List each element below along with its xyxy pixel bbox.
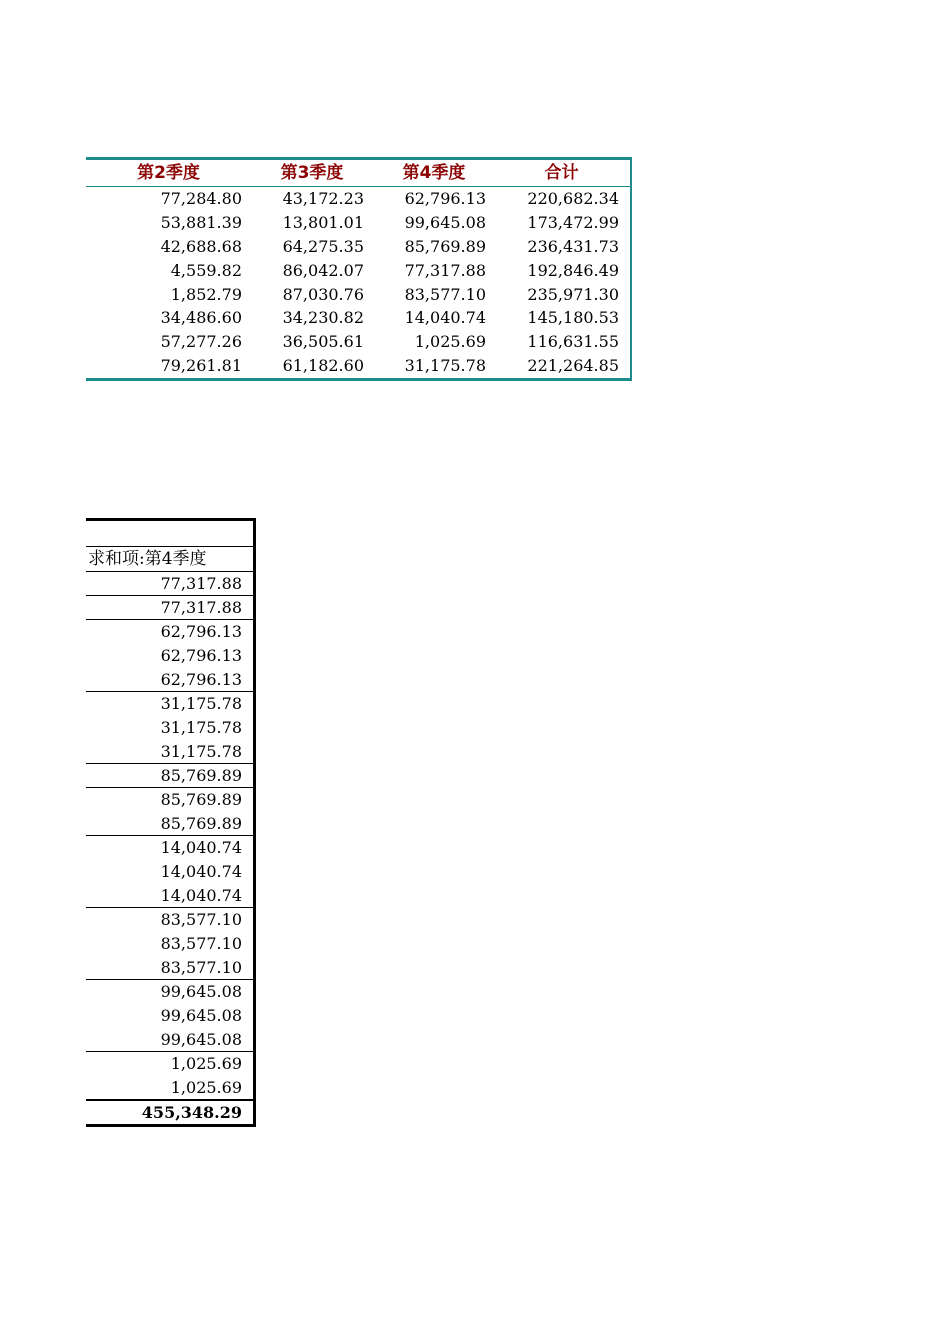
pivot-row: 31,175.78 — [160, 718, 242, 737]
table-row — [86, 259, 630, 283]
pivot-row: 77,317.88 — [86, 571, 253, 595]
pivot-row: 99,645.08 — [86, 979, 253, 1003]
table-cell: 83,577.10 — [404, 284, 486, 304]
pivot-blank-header — [86, 521, 253, 546]
pivot-row: 1,025.69 — [86, 1051, 253, 1075]
quarter-table-body — [86, 187, 630, 378]
header-q2: 第2季度 — [137, 163, 200, 183]
table-cell: 62,796.13 — [404, 189, 486, 208]
pivot-table — [86, 518, 256, 1127]
table-cell: 42,688.68 — [160, 236, 242, 256]
table-cell: 4,559.82 — [170, 260, 242, 280]
table-cell: 221,264.85 — [527, 356, 619, 376]
header-q3: 第3季度 — [280, 163, 344, 183]
pivot-table-body — [86, 571, 253, 1099]
table-cell: 61,182.60 — [282, 356, 364, 376]
table-row — [86, 354, 630, 378]
table-cell: 116,631.55 — [527, 332, 619, 352]
table-cell: 235,971.30 — [527, 284, 619, 304]
table-cell: 99,645.08 — [404, 212, 486, 232]
table-cell: 77,317.88 — [404, 260, 486, 280]
pivot-row: 83,577.10 — [160, 934, 242, 953]
table-cell: 13,801.01 — [282, 212, 364, 232]
table-cell: 86,042.07 — [282, 260, 364, 280]
table-cell: 57,277.26 — [160, 332, 242, 352]
pivot-row: 62,796.13 — [86, 619, 253, 643]
table-row — [86, 235, 630, 259]
pivot-row: 62,796.13 — [160, 646, 242, 665]
quarter-table — [86, 157, 632, 381]
table-row — [86, 306, 630, 330]
pivot-row: 62,796.13 — [160, 670, 242, 689]
pivot-row: 31,175.78 — [86, 691, 253, 715]
pivot-row: 14,040.74 — [86, 835, 253, 859]
pivot-row: 1,025.69 — [170, 1078, 242, 1097]
table-cell: 79,261.81 — [160, 356, 242, 376]
pivot-row: 31,175.78 — [160, 742, 242, 761]
table-cell: 64,275.35 — [282, 236, 364, 256]
table-cell: 145,180.53 — [527, 308, 619, 328]
pivot-row: 14,040.74 — [160, 862, 242, 881]
table-cell: 173,472.99 — [527, 212, 619, 232]
table-cell: 53,881.39 — [160, 212, 242, 232]
pivot-grand-total: 455,348.29 — [86, 1099, 253, 1124]
pivot-row: 99,645.08 — [160, 1006, 242, 1025]
pivot-row: 77,317.88 — [86, 595, 253, 619]
table-cell: 34,486.60 — [160, 308, 242, 328]
pivot-row: 83,577.10 — [160, 958, 242, 977]
pivot-sum-header: 求和项:第4季度 — [86, 546, 253, 571]
pivot-row: 85,769.89 — [86, 763, 253, 787]
table-cell: 220,682.34 — [527, 189, 619, 208]
quarter-table-header — [86, 160, 630, 187]
table-row — [86, 211, 630, 235]
table-cell: 1,852.79 — [170, 284, 242, 304]
table-cell: 236,431.73 — [527, 236, 619, 256]
header-q4: 第4季度 — [402, 163, 466, 183]
table-cell: 43,172.23 — [282, 189, 364, 208]
pivot-row: 83,577.10 — [86, 907, 253, 931]
table-cell: 34,230.82 — [282, 308, 364, 328]
pivot-row: 99,645.08 — [160, 1030, 242, 1049]
pivot-row: 85,769.89 — [86, 787, 253, 811]
table-row — [86, 330, 630, 354]
table-cell: 1,025.69 — [414, 332, 486, 352]
table-cell: 77,284.80 — [160, 189, 242, 208]
table-row — [86, 283, 630, 307]
pivot-row: 14,040.74 — [160, 886, 242, 905]
table-cell: 36,505.61 — [282, 332, 364, 352]
table-cell: 85,769.89 — [404, 236, 486, 256]
header-total: 合计 — [544, 163, 579, 183]
table-row — [86, 187, 630, 211]
table-cell: 87,030.76 — [282, 284, 364, 304]
table-cell: 31,175.78 — [404, 356, 486, 376]
table-cell: 14,040.74 — [404, 308, 486, 328]
pivot-row: 85,769.89 — [160, 814, 242, 833]
table-cell: 192,846.49 — [527, 260, 619, 280]
